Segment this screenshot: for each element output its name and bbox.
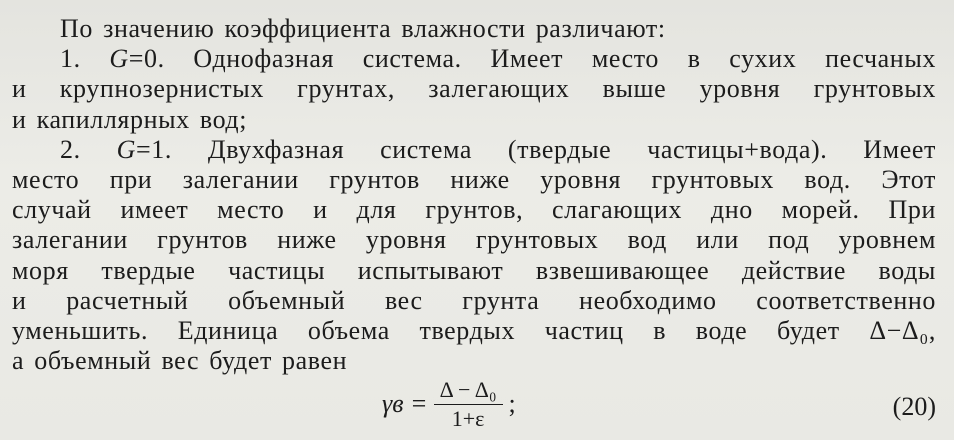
item2-line6: и расчетный объемный вес грунта необходимо соответственно — [12, 285, 936, 315]
item1-variable: G — [109, 44, 129, 74]
intro-line: По значению коэффициента влажности различают: — [60, 14, 666, 43]
equation-number: (20) — [892, 392, 936, 421]
formula-lhs: γв = — [382, 389, 428, 418]
formula-suffix: ; — [508, 389, 516, 418]
item1-line3: и капиллярных вод; — [12, 104, 248, 134]
item2-line3: случай имеет место и для грунтов, слагающих дно морей. При — [12, 195, 936, 225]
item2-text: =1. Двухфазная система (твердые частицы+вода). Имеет — [136, 134, 936, 164]
item2-variable: G — [116, 134, 137, 164]
item2-line5: моря твердые частицы испытывают взвешивающее действие воды — [12, 255, 936, 285]
body-text — [12, 14, 936, 376]
formula-numerator: Δ − Δ₀ — [434, 378, 503, 405]
item1-line2: и крупнозернистых грунтах, залегающих выше уровня грунтовых — [12, 74, 936, 104]
item2-line2: место при залегании грунтов ниже уровня грунтовых вод. Этот — [12, 165, 936, 195]
formula-fraction — [434, 378, 503, 431]
formula-20 — [382, 374, 516, 434]
item2-number: 2. — [60, 134, 117, 164]
item1-number: 1. — [60, 44, 110, 74]
item1-line1 — [12, 44, 936, 74]
item1-text: =0. Однофазная система. Имеет место в сухих песчаных — [128, 44, 936, 74]
item2-line8: а объемный вес будет равен — [12, 346, 348, 376]
formula-denominator: 1+ε — [451, 405, 485, 431]
item2-line1 — [12, 135, 936, 165]
item2-line4: залегании грунтов ниже уровня грунтовых вод или под уровнем — [12, 225, 936, 255]
item2-line7: уменьшить. Единица объема твердых частиц в воде будет Δ−Δ₀, — [12, 316, 936, 346]
